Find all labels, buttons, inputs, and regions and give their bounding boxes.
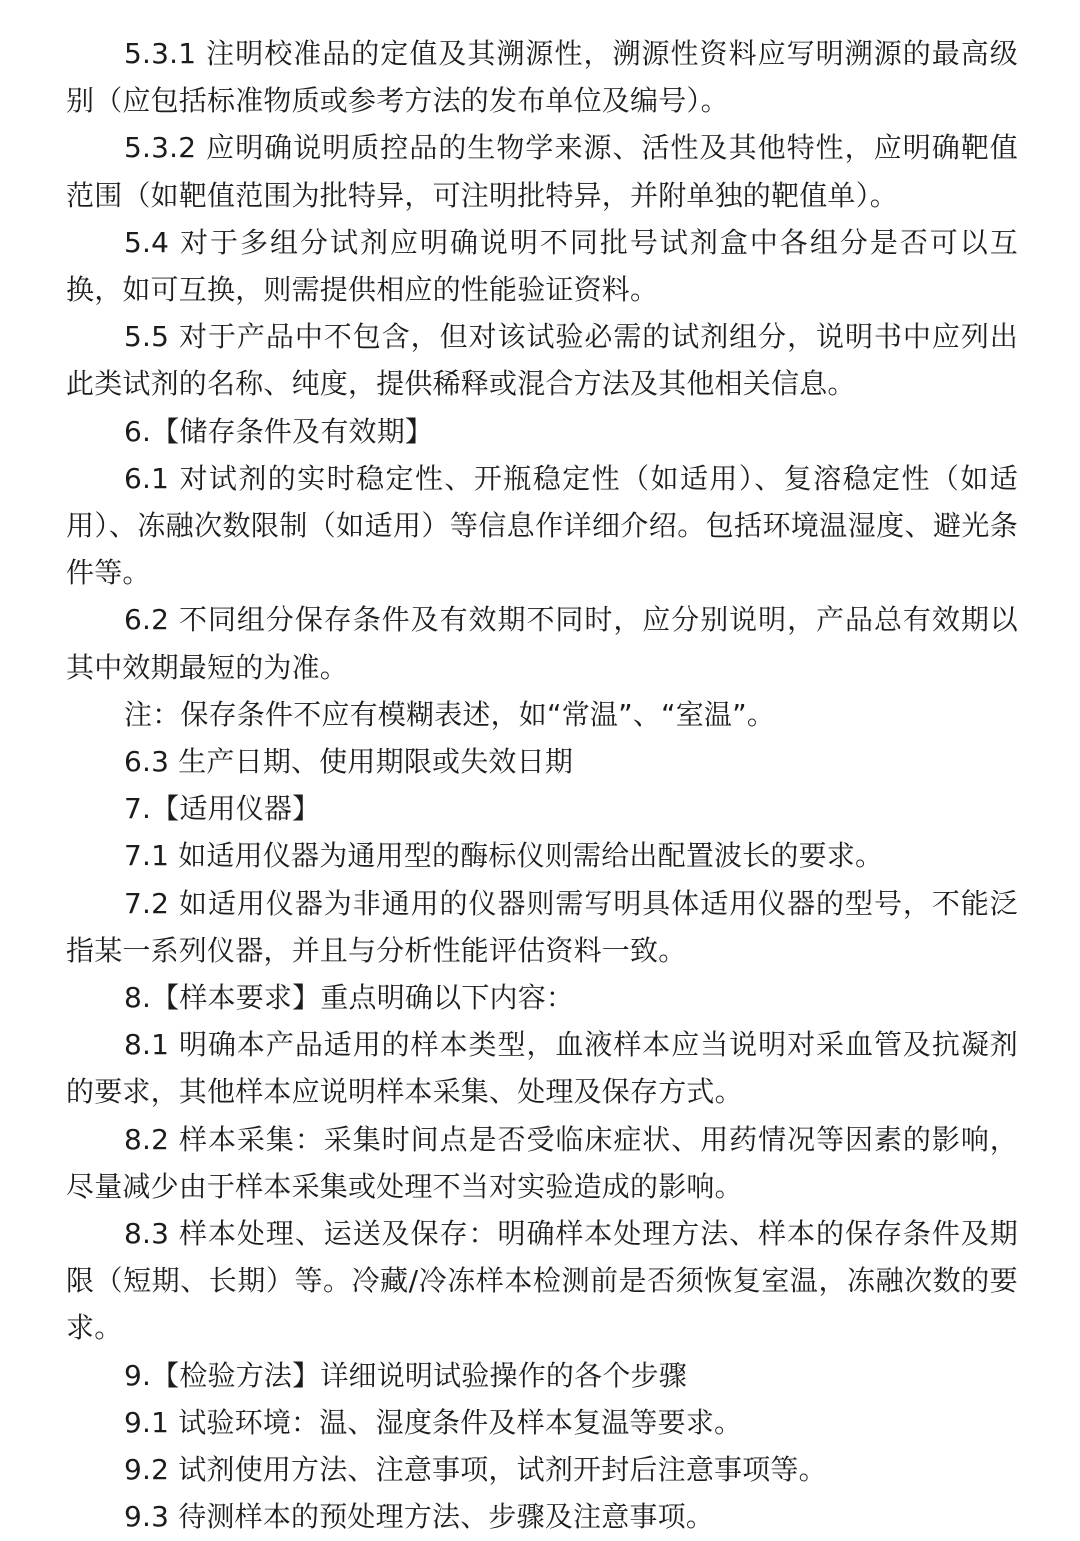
section-heading-7: 7.【适用仪器】 [124,792,321,826]
paragraph-5-3-2: 5.3.2 应明确说明质控品的生物学来源、活性及其他特性，应明确靶值范围（如靶值范围为批特异，可注明批特异，并附单独的靶值单）。 [66,131,1018,212]
section-heading-9: 9.【检验方法】详细说明试验操作的各个步骤 [124,1358,687,1392]
section-heading-6: 6.【储存条件及有效期】 [124,414,434,448]
paragraph-8-3: 8.3 样本处理、运送及保存：明确样本处理方法、样本的保存条件及期限（短期、长期）等。冷藏/冷冻样本检测前是否须恢复室温，冻融次数的要求。 [66,1217,1018,1345]
paragraph-8-2: 8.2 样本采集：采集时间点是否受临床症状、用药情况等因素的影响，尽量减少由于样本采集或处理不当对实验造成的影响。 [66,1122,1018,1203]
paragraph-5-3-1: 5.3.1 注明校准品的定值及其溯源性，溯源性资料应写明溯源的最高级别（应包括标准物质或参考方法的发布单位及编号）。 [66,37,1018,118]
paragraph-6-1: 6.1 对试剂的实时稳定性、开瓶稳定性（如适用）、复溶稳定性（如适用）、冻融次数限制（如适用）等信息作详细介绍。包括环境温湿度、避光条件等。 [66,461,1018,590]
paragraph-9-2: 9.2 试剂使用方法、注意事项，试剂开封后注意事项等。 [124,1453,827,1487]
document-body [66,30,1018,1541]
paragraph-8-1: 8.1 明确本产品适用的样本类型，血液样本应当说明对采血管及抗凝剂的要求，其他样本应说明样本采集、处理及保存方式。 [66,1028,1018,1109]
note-6: 注：保存条件不应有模糊表述，如“常温”、“室温”。 [124,697,776,731]
paragraph-6-2: 6.2 不同组分保存条件及有效期不同时，应分别说明，产品总有效期以其中效期最短的为准。 [66,603,1018,684]
paragraph-7-1: 7.1 如适用仪器为通用型的酶标仪则需给出配置波长的要求。 [124,839,884,873]
section-heading-8: 8.【样本要求】重点明确以下内容： [124,981,575,1015]
paragraph-5-4: 5.4 对于多组分试剂应明确说明不同批号试剂盒中各组分是否可以互换，如可互换，则需提供相应的性能验证资料。 [66,225,1018,307]
paragraph-6-3: 6.3 生产日期、使用期限或失效日期 [124,745,574,779]
paragraph-7-2: 7.2 如适用仪器为非通用的仪器则需写明具体适用仪器的型号，不能泛指某一系列仪器，并且与分析性能评估资料一致。 [66,886,1018,967]
paragraph-9-1: 9.1 试验环境：温、湿度条件及样本复温等要求。 [124,1405,743,1439]
paragraph-5-5: 5.5 对于产品中不包含，但对该试验必需的试剂组分，说明书中应列出此类试剂的名称、纯度，提供稀释或混合方法及其他相关信息。 [66,320,1018,401]
paragraph-9-3: 9.3 待测样本的预处理方法、步骤及注意事项。 [124,1500,715,1534]
